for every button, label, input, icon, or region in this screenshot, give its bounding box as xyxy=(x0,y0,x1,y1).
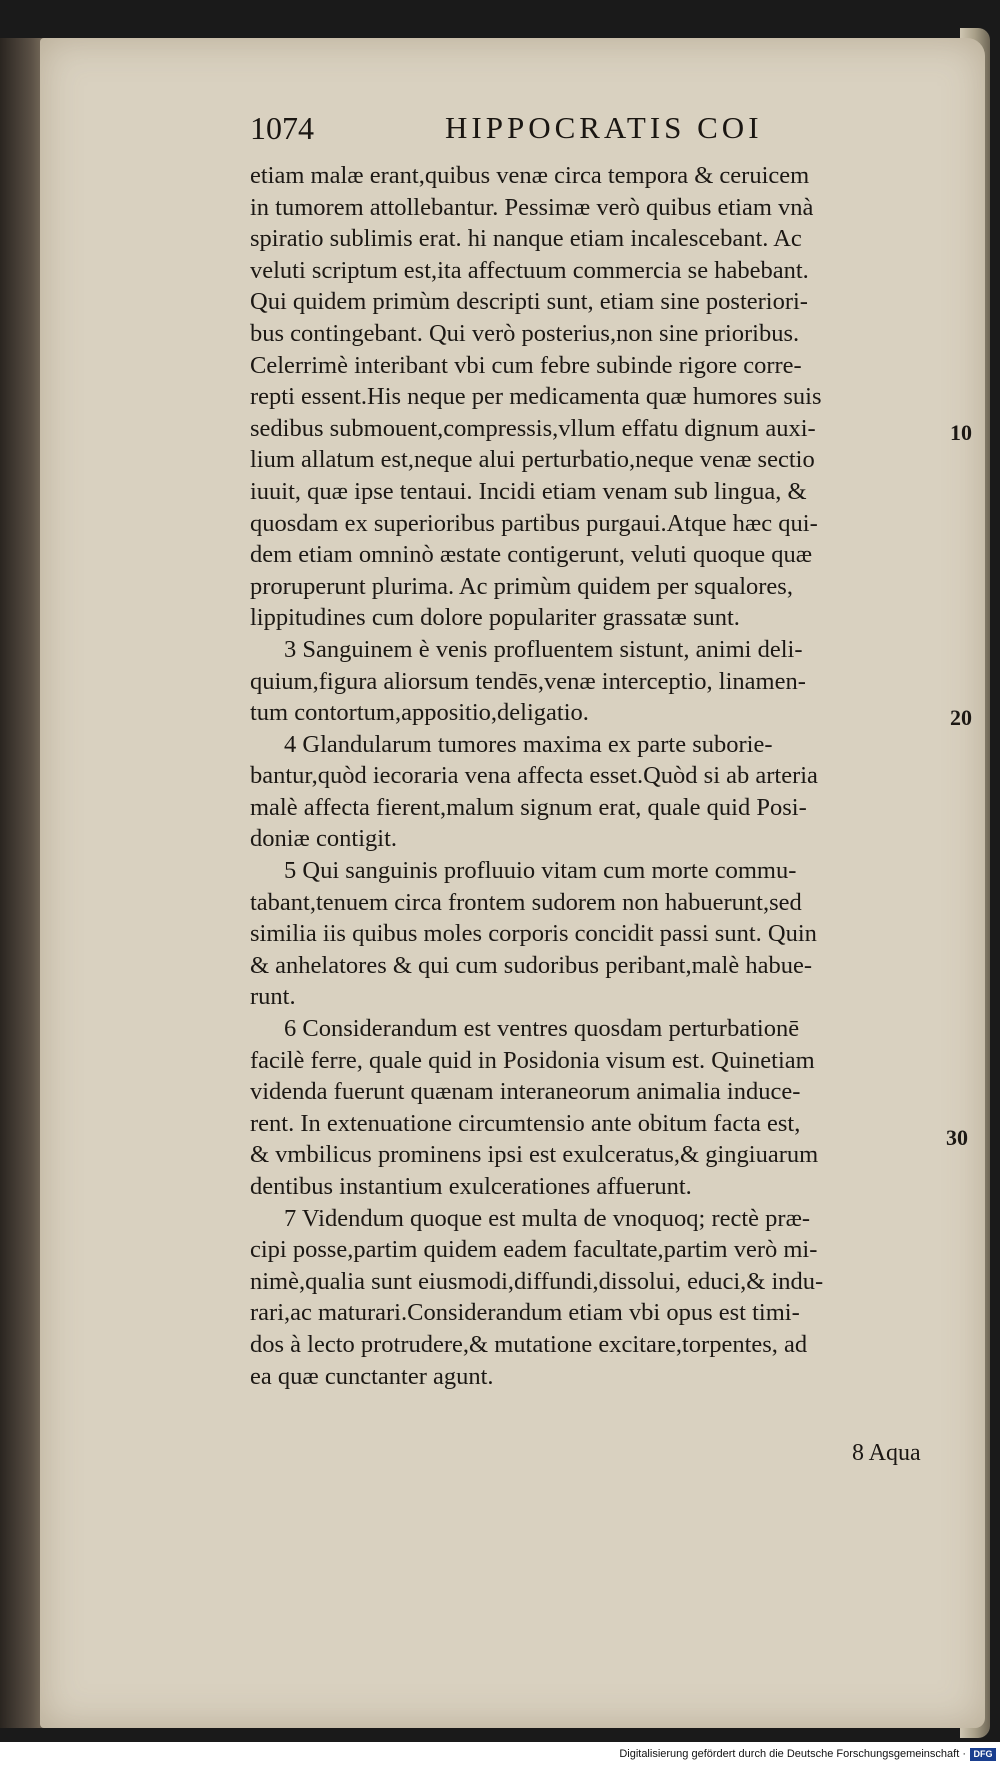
text-line: Celerrimè interibant vbi cum febre subinde rigore corre- xyxy=(250,351,802,379)
text-line: etiam malæ erant,quibus venæ circa tempora & ceruicem xyxy=(250,162,810,189)
footer-bar xyxy=(0,1742,1000,1768)
body-text xyxy=(250,160,950,1392)
text-line: 6 Considerandum est ventres quosdam perturbationē xyxy=(284,1015,800,1043)
margin-number-10: 10 xyxy=(950,420,972,445)
text-line: lippitudines cum dolore populariter grassatæ sunt. xyxy=(250,604,740,632)
text-line: dem etiam omninò æstate contigerunt, veluti quoque quæ xyxy=(250,541,813,569)
text-line: veluti scriptum est,ita affectuum commercia se habebant. xyxy=(250,256,809,284)
text-line: dentibus instantium exulcerationes affuerunt. xyxy=(250,1173,692,1200)
text-line: doniæ contigit. xyxy=(250,825,397,853)
text-line: quosdam ex superioribus partibus purgaui.Atque hæc qui- xyxy=(250,509,818,537)
text-line: lium allatum est,neque alui perturbatio,neque venæ sectio xyxy=(250,446,815,474)
text-line: dos à lecto protrudere,& mutatione excitare,torpentes, ad xyxy=(250,1330,808,1358)
text-line: ea quæ cunctanter agunt. xyxy=(250,1362,494,1390)
text-line: spiratio sublimis erat. hi nanque etiam incalescebant. Ac xyxy=(250,225,802,253)
text-line: proruperunt plurima. Ac primùm quidem per squalores, xyxy=(250,572,793,600)
text-line: nimè,qualia sunt eiusmodi,diffundi,dissolui, educi,& indu- xyxy=(250,1267,824,1295)
text-line: sedibus submouent,compressis,vllum effatu dignum auxi- xyxy=(250,414,816,442)
text-line: & vmbilicus prominens ipsi est exulceratus,& gingiuarum xyxy=(250,1141,819,1169)
text-line: repti essent.His neque per medicamenta quæ humores suis xyxy=(250,383,822,411)
text-line: tum contortum,appositio,deligatio. xyxy=(250,699,589,727)
text-line: rari,ac maturari.Considerandum etiam vbi opus est timi- xyxy=(250,1299,800,1327)
text-line: bus contingebant. Qui verò posterius,non sine prioribus. xyxy=(250,319,800,347)
text-line: 4 Glandularum tumores maxima ex parte suborie- xyxy=(284,730,773,758)
text-line: & anhelatores & qui cum sudoribus peribant,malè habue- xyxy=(250,951,812,979)
text-line: 7 Videndum quoque est multa de vnoquoq; rectè præ- xyxy=(284,1204,811,1232)
catchword: 8 Aqua xyxy=(852,1440,921,1466)
funding-credit: Digitalisierung gefördert durch die Deutsche Forschungsgemeinschaft · xyxy=(619,1748,966,1760)
text-line: bantur,quòd iecoraria vena affecta esset.Quòd si ab arteria xyxy=(250,762,818,790)
text-line: facilè ferre, quale quid in Posidonia visum est. Quinetiam xyxy=(250,1046,815,1074)
text-line: quium,figura aliorsum tendēs,venæ interceptio, linamen- xyxy=(250,667,806,695)
text-line: 3 Sanguinem è venis profluentem sistunt, animi deli- xyxy=(284,635,803,663)
running-title: HIPPOCRATIS COI xyxy=(445,110,763,145)
text-line: tabant,tenuem circa frontem sudorem non habuerunt,sed xyxy=(250,888,802,916)
margin-number-30: 30 xyxy=(946,1125,968,1150)
text-line: malè affecta fierent,malum signum erat, quale quid Posi- xyxy=(250,793,807,821)
text-line: Qui quidem primùm descripti sunt, etiam sine posteriori- xyxy=(250,288,808,316)
margin-number-20: 20 xyxy=(950,705,972,730)
text-line: videnda fuerunt quænam interaneorum animalia induce- xyxy=(250,1078,801,1106)
page-number: 1074 xyxy=(250,110,314,146)
page-header xyxy=(250,110,825,160)
text-line: 5 Qui sanguinis profluuio vitam cum morte commu- xyxy=(284,857,797,885)
text-line: rent. In extenuatione circumtensio ante obitum facta est, xyxy=(250,1109,801,1137)
dfg-logo: DFG xyxy=(970,1748,996,1761)
text-line: similia iis quibus moles corporis concidit passi sunt. Quin xyxy=(250,920,817,948)
text-line: in tumorem attollebantur. Pessimæ verò quibus etiam vnà xyxy=(250,193,814,221)
text-line: cipi posse,partim quidem eadem facultate,partim verò mi- xyxy=(250,1236,818,1264)
text-line: iuuit, quæ ipse tentaui. Incidi etiam venam sub lingua, & xyxy=(250,477,807,505)
text-line: runt. xyxy=(250,983,296,1011)
